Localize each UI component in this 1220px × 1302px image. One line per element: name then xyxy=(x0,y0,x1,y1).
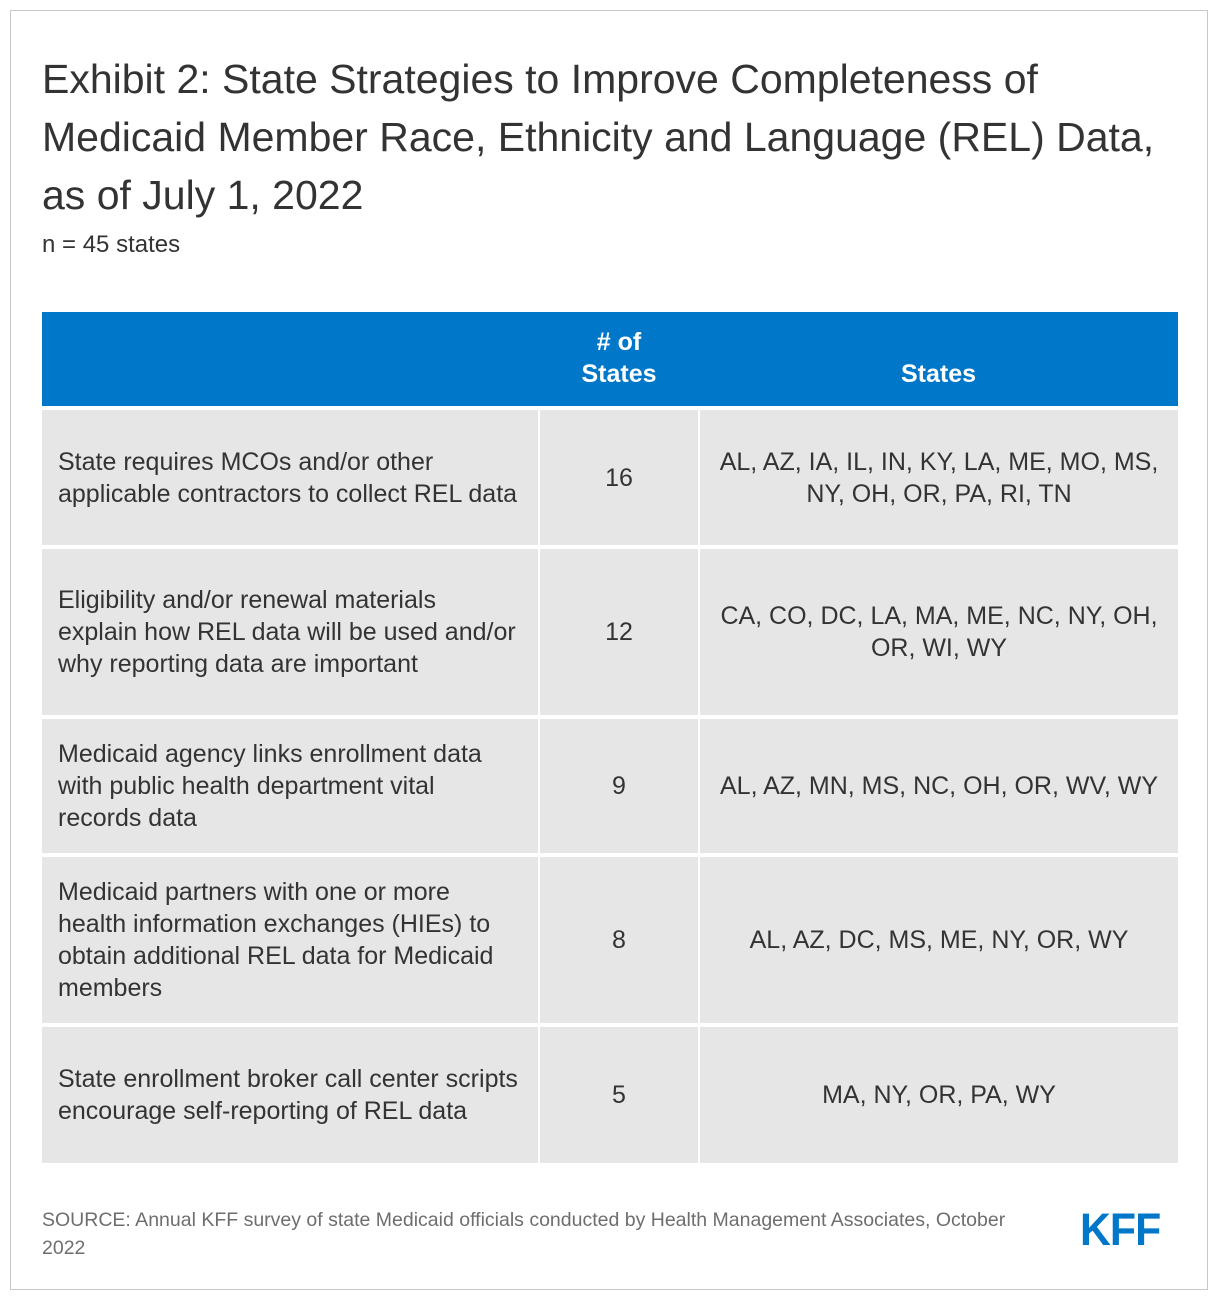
count-cell: 9 xyxy=(539,717,699,855)
strategy-cell: State enrollment broker call center scripts encourage self-reporting of REL data xyxy=(42,1025,539,1163)
header-count-line2: States xyxy=(581,360,657,388)
table-header xyxy=(42,312,1178,408)
table-row xyxy=(42,408,1178,547)
count-cell: 12 xyxy=(539,547,699,717)
table-row xyxy=(42,717,1178,855)
table-row xyxy=(42,547,1178,717)
states-cell: MA, NY, OR, PA, WY xyxy=(699,1025,1178,1163)
header-states: States xyxy=(900,360,977,388)
exhibit-title: Exhibit 2: State Strategies to Improve Completeness of Medicaid Member Race, Ethnicity and Language (REL) Data, as of July 1, 2022 xyxy=(42,56,1155,218)
count-cell: 8 xyxy=(539,855,699,1025)
exhibit-subtitle: n = 45 states xyxy=(42,231,181,258)
table-header-row xyxy=(42,312,1178,408)
states-cell: AL, AZ, IA, IL, IN, KY, LA, ME, MO, MS, NY, OH, OR, PA, RI, TN xyxy=(699,408,1178,547)
states-cell: AL, AZ, MN, MS, NC, OH, OR, WV, WY xyxy=(699,717,1178,855)
table-row xyxy=(42,855,1178,1025)
states-cell: CA, CO, DC, LA, MA, ME, NC, NY, OH, OR, WI, WY xyxy=(699,547,1178,717)
strategy-cell: State requires MCOs and/or other applicable contractors to collect REL data xyxy=(42,408,539,547)
source-note: SOURCE: Annual KFF survey of state Medicaid officials conducted by Health Management Associates, October 2022 xyxy=(42,1209,1006,1259)
strategy-cell: Medicaid partners with one or more health information exchanges (HIEs) to obtain additional REL data for Medicaid members xyxy=(42,855,539,1025)
kff-logo: KFF xyxy=(1080,1204,1161,1255)
header-count xyxy=(539,312,699,408)
table-body xyxy=(42,408,1178,1163)
strategy-cell: Eligibility and/or renewal materials explain how REL data will be used and/or why reporting data are important xyxy=(42,547,539,717)
count-cell: 16 xyxy=(539,408,699,547)
header-strategy xyxy=(42,312,539,408)
table-row xyxy=(42,1025,1178,1163)
header-count-line1: # of xyxy=(596,328,642,356)
states-cell: AL, AZ, DC, MS, ME, NY, OR, WY xyxy=(699,855,1178,1025)
strategy-cell: Medicaid agency links enrollment data with public health department vital records data xyxy=(42,717,539,855)
strategies-table xyxy=(42,312,1178,1163)
count-cell: 5 xyxy=(539,1025,699,1163)
